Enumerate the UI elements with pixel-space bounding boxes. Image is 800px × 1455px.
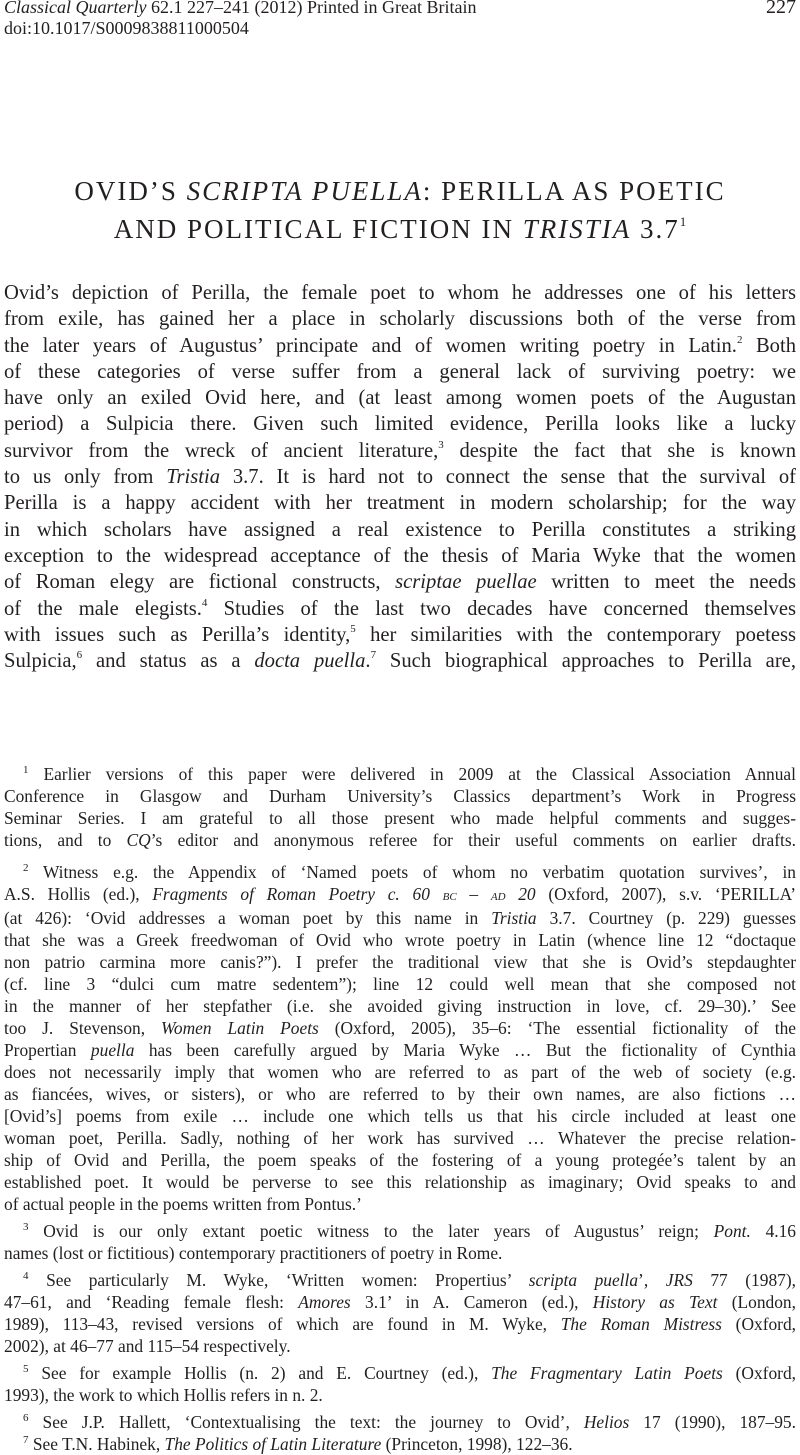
footnote-mark: 1 (23, 764, 29, 776)
footnote-2: $^2$ Witness e.g. the Appendix of ‘Named poets of whom no verbatim quotation survives’, in A.S. Hollis (ed.), Fragments of Roman Poetry c. 60 bc – ad 20 (Oxford, 2007), s.v. ‘PERILLA’ (at 426): ‘Ovid addresses a woman poet by this name in Tristia 3.7. Courtney (p. 229) guesses that she was a Greek freedwoman of Ovid who wrote poetry in Latin (whence line 12 “doctaque non patrio carmina more canis?”). I prefer the traditional view that she is Ovid’s stepdaughter (cf. line 3 “dulci cum matre sedentem”); line 12 could well mean that she composed not in the manner of her stepfather (i.e. she avoided giving instruction in love, cf. 29–30).’ See too J. Stevenson, Women Latin Poets (Oxford, 2005), 35–6: ‘The essential fictionality of the Propertian puella has been carefully argued by Maria Wyke … But the fictionality of Cynthia does not necessarily imply that women who are referred to as part of the web of society (e.g. as fiancées, wives, or sisters), or who are referred to by their own names, are also fictions … [Ovid’s] poems from exile … include one which tells us that his circle included at least one woman poet, Perilla. Sadly, nothing of her work has survived … Whatever the precise relation- ship of Ovid and Perilla, the poem speaks of the fostering of a young protegée’s talent by an established poet. It would be perverse to see this relationship as imaginary; Ovid speaks to and of actual people in the poems written from Pontus.’ (4, 862, 796, 1214)
article-body (4, 280, 796, 674)
body-line: in which scholars have assigned a real existence to Perilla constitutes a striking (4, 518, 796, 541)
footnote-ref-7[interactable]: 7 (370, 649, 377, 662)
article-title (0, 172, 800, 248)
footnote-5: $^5$ See for example Hollis (n. 2) and E. Courtney (ed.), The Fragmentary Latin Poets (Oxford, 1993), the work to which Hollis refers in n. 2. (4, 1363, 796, 1405)
body-line: with issues such as Perilla’s identity,$^5$ her similarities with the contemporary poetess (4, 622, 796, 646)
footnote-ref-6[interactable]: 6 (76, 649, 83, 662)
footnote-mark: 4 (23, 1270, 29, 1282)
footnote-mark: 5 (23, 1363, 29, 1375)
title-line-2: AND POLITICAL FICTION IN TRISTIA $3.7^1$ (113, 214, 687, 244)
body-line: of these categories of verse suffer from a general lack of surviving poetry: we (4, 360, 796, 383)
footnote-1: $^1$ Earlier versions of this paper were delivered in 2009 at the Classical Association Annual Conference in Glasgow and Durham University’s Classics department’s Work in Progress Seminar Series. I am grateful to all those present who made helpful comments and sugges- tions, and to CQ’s editor and anonymous referee for their useful comments on earlier drafts. (4, 764, 796, 850)
citation-info: 62.1 227–241 (2012) Printed in Great Britain (146, 0, 477, 17)
paragraph (4, 280, 796, 674)
body-line: period) a Sulpicia there. Given such limited evidence, Perilla looks like a lucky (4, 413, 796, 436)
body-line: of the male elegists.$^4$ Studies of the last two decades have concerned themselves (4, 596, 796, 620)
body-line: survivor from the wreck of ancient literature,$^3$ despite the fact that she is known (4, 438, 796, 462)
footnote-7: $^7$ See T.N. Habinek, The Politics of Latin Literature (Princeton, 1998), 122–36. (23, 1434, 573, 1454)
footnote-mark: 6 (23, 1412, 29, 1424)
footnotes (4, 763, 796, 1455)
title-line-1: OVID’S SCRIPTA PUELLA: PERILLA AS POETIC (74, 176, 726, 206)
page-number: 227 (766, 0, 796, 18)
journal-name: Classical Quarterly (4, 0, 147, 17)
footnote-ref-1[interactable]: 1 (679, 214, 687, 229)
body-line: have only an exiled Ovid here, and (at least among women poets of the Augustan (4, 387, 796, 410)
body-line: Ovid’s depiction of Perilla, the female poet to whom he addresses one of his letters (4, 282, 796, 304)
footnote-mark: 2 (23, 862, 29, 874)
doi-link[interactable]: doi:10.1017/S0009838811000504 (4, 18, 249, 38)
body-line: from exile, has gained her a place in scholarly discussions both of the verse from (4, 308, 796, 331)
body-line: Perilla is a happy accident with her treatment in modern scholarship; for the way (4, 492, 796, 515)
footnote-mark: 7 (23, 1434, 29, 1446)
body-line: of Roman elegy are fictional constructs, scriptae puellae written to meet the needs (4, 571, 796, 594)
body-line: to us only from Tristia 3.7. It is hard not to connect the sense that the survival of (4, 466, 796, 489)
running-header (4, 0, 796, 18)
footnote-6: $^6$ See J.P. Hallett, ‘Contextualising the text: the journey to Ovid’, Helios 17 (1990), 187–95. (23, 1412, 796, 1432)
body-line: exception to the widespread acceptance of the thesis of Maria Wyke that the women (4, 544, 796, 567)
footnote-ref-4[interactable]: 4 (201, 596, 208, 609)
footnote-mark: 3 (23, 1221, 29, 1233)
footnote-4: $^4$ See particularly M. Wyke, ‘Written women: Propertius’ scripta puella’, JRS 77 (1987), 47–61, and ‘Reading female flesh: Amores 3.1’ in A. Cameron (ed.), History as Text (London, 1989), 113–43, revised versions of which are found in M. Wyke, The Roman Mistress (Oxford, 2002), at 46–77 and 115–54 respectively. (4, 1270, 797, 1356)
footnote-3: $^3$ Ovid is our only extant poetic witness to the later years of Augustus’ reign; Pont. 4.16 names (lost or fictitious) contemporary practitioners of poetry in Rome. (4, 1221, 796, 1263)
footnote-ref-3[interactable]: 3 (438, 438, 444, 451)
body-line: the later years of Augustus’ principate and of women writing poetry in Latin.$^2$ Both (4, 333, 796, 357)
body-line: Sulpicia,$^6$ and status as a docta puella.$^7$ Such biographical approaches to Perilla are, (4, 649, 796, 673)
footnote-ref-5[interactable]: 5 (350, 622, 356, 635)
footnote-ref-2[interactable]: 2 (736, 333, 743, 346)
